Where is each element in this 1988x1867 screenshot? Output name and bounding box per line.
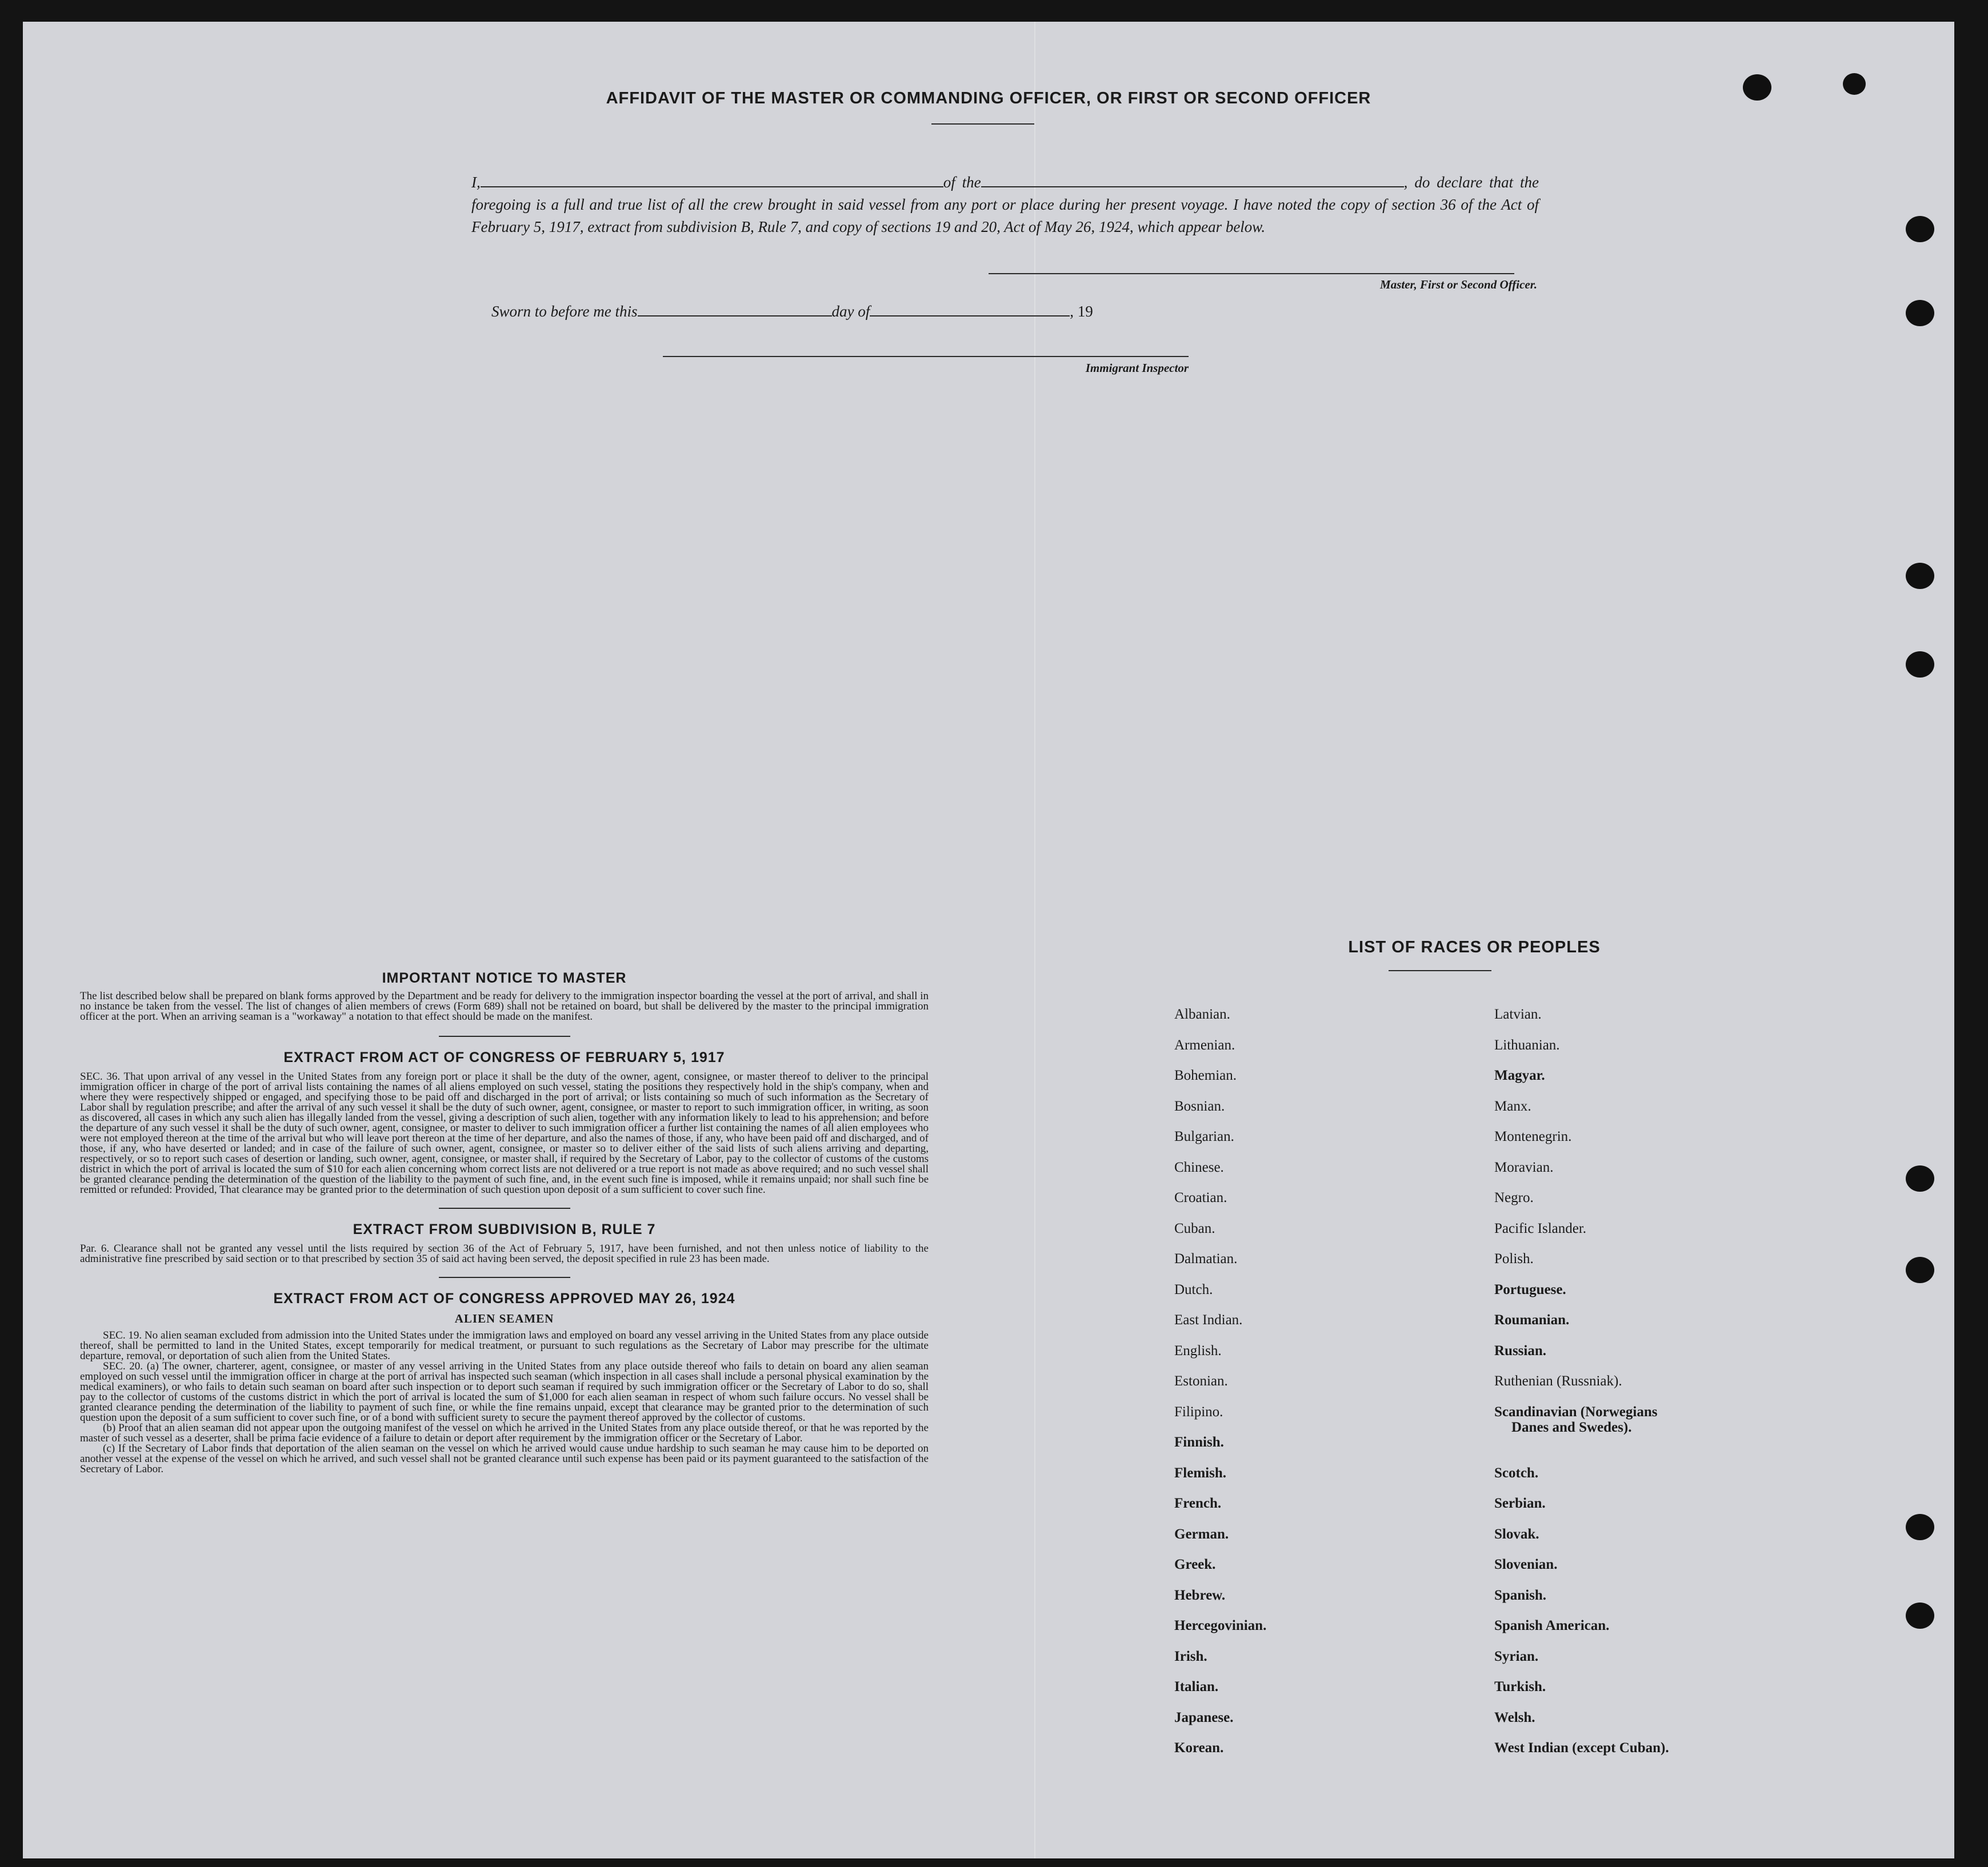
act1924-sec19: SEC. 19. No alien seaman excluded from admission into the United States under the immigration laws and employed on board any vessel arriving in the United States from any place outside thereof, shall be permitted to land in the United States, except temporarily for medical treatment, or pursuant to such regulations as the Secretary of Labor may prescribe for the ultimate departure, removal, or deportation of such alien from the United States. [80, 1329, 929, 1362]
act1917-text: SEC. 36. That upon arrival of any vessel in the United States from any foreign port or place it shall be the duty of the owner, agent, consignee, or master thereof to deliver to the principal immigration officer in charge of the port of arrival lists containing the names of all aliens employed on such vessel, stating the positions they respectively hold in the ship's company, when and where they were respectively shipped or engaged, and specifying those to be paid off and discharged in the port of arrival; or lists containing so much of such information as the Secretary of Labor shall by regulation prescribe; and after the arrival of any such vessel it shall be the duty of such owner, agent, consignee, or master to report to such immigration officer, in writing, as soon as discovered, all cases in which any such alien has illegally landed from the vessel, giving a description of such alien, together with any information likely to lead to his apprehension; and before the departure of any such vessel it shall be the duty of such owner, agent, consignee, or master to deliver to such immigration officer a further list containing the names of all alien employees who were not employed thereon at the time of the arrival but who will leave port thereon at the time of her departure, and also the names of those, if any, who have been paid off and discharged, and of those, if any, who have deserted or landed; and in case of the failure of such owner, agent, consignee, or master so to deliver either of the said lists of such aliens arriving and departing, respectively, or so to report such cases of desertion or landing, such owner, agent, consignee, or master shall, if required by the Secretary of Labor, pay to the collector of customs of the customs district in which the port of arrival is located the sum of $10 for each alien concerning whom correct lists are not delivered or a true report is not made as above required; and no such vessel shall be granted clearance pending the determination of the question of the liability to the payment of such fine, and, in the event such fine is imposed, while it remains unpaid; nor shall such fine be remitted or refunded: Provided, That clearance may be granted prior to the determination of such question upon deposit of a sum sufficient to cover such fine. [80, 1071, 929, 1196]
race-item: Dutch. [1174, 1281, 1213, 1297]
binder-hole [1906, 651, 1934, 678]
rule7-title: EXTRACT FROM SUBDIVISION B, RULE 7 [353, 1221, 656, 1237]
binder-hole [1906, 300, 1934, 326]
race-item: East Indian. [1174, 1312, 1243, 1328]
race-item: Montenegrin. [1494, 1129, 1572, 1144]
act1924-subtitle: ALIEN SEAMEN [454, 1312, 554, 1325]
race-item: Spanish. [1494, 1587, 1547, 1603]
day-blank [638, 304, 832, 316]
race-item: Armenian. [1174, 1037, 1235, 1053]
race-item: French. [1174, 1496, 1222, 1511]
sworn-line [491, 303, 1093, 320]
race-item: Estonian. [1174, 1373, 1228, 1389]
master-signature-line [989, 273, 1514, 274]
race-item: English. [1174, 1343, 1222, 1359]
act1924-sec20b: (b) Proof that an alien seaman did not appear upon the outgoing manifest of the vessel on which he arrived in the United States from any place outside thereof, or that he was reported by the master of such vessel as a deserter, shall be prima facie evidence of a failure to detain or deport after requirement by the immigration officer or the Secretary of Labor. [80, 1422, 929, 1444]
race-item: Pacific Islander. [1494, 1220, 1587, 1236]
race-item: Albanian. [1174, 1007, 1230, 1022]
binder-hole [1906, 1257, 1934, 1283]
inspector-signature-line [663, 356, 1189, 357]
race-item: Slovenian. [1494, 1557, 1558, 1572]
race-item: Scandinavian (Norwegians [1494, 1404, 1658, 1420]
race-item: Korean. [1174, 1740, 1224, 1756]
divider-2 [439, 1208, 570, 1209]
name-blank [481, 174, 943, 187]
affidavit-title: AFFIDAVIT OF THE MASTER OR COMMANDING OFFICER, OR FIRST OR SECOND OFFICER [606, 89, 1371, 107]
race-item: Bulgarian. [1174, 1129, 1234, 1144]
race-item: Slovak. [1494, 1526, 1539, 1542]
race-item: Manx. [1494, 1098, 1531, 1114]
day-of-label: day of [831, 303, 870, 320]
binder-hole [1906, 1165, 1934, 1192]
act1924-title: EXTRACT FROM ACT OF CONGRESS APPROVED MAY 26, 1924 [273, 1291, 735, 1307]
race-item: Magyar. [1494, 1068, 1545, 1083]
affidavit-of-the: of the [943, 174, 981, 191]
race-item: Japanese. [1174, 1709, 1234, 1725]
race-item: Moravian. [1494, 1159, 1554, 1175]
vessel-blank [981, 174, 1404, 187]
race-item: Negro. [1494, 1190, 1534, 1205]
race-item: Ruthenian (Russniak). [1494, 1373, 1622, 1389]
race-item: Russian. [1494, 1343, 1547, 1359]
binder-hole [1843, 73, 1866, 95]
race-item: Hebrew. [1174, 1587, 1226, 1603]
race-item: Turkish. [1494, 1679, 1546, 1694]
affidavit-body: that the foregoing is a full and true list of all the crew brought in said vessel from any port or place during her present voyage. I have noted the copy of section 36 of the Act of February 5, 1917, extract from subdivision B, Rule 7, and copy of sections 19 and 20, Act of May 26, 1924, which appear below. [471, 174, 1539, 235]
race-item: Lithuanian. [1494, 1037, 1560, 1053]
binder-hole [1906, 1514, 1934, 1540]
race-item: Scotch. [1494, 1465, 1539, 1481]
sworn-label: Sworn to before me this [491, 303, 638, 320]
divider-1 [439, 1036, 570, 1037]
race-item: Cuban. [1174, 1220, 1215, 1236]
binder-hole [1906, 563, 1934, 589]
act1924-sec20c: (c) If the Secretary of Labor finds that deportation of the alien seaman on the vessel on which he arrived would cause undue hardship to such seaman he may cause him to be deported on another vessel at the expense of the vessel on which he arrived, and such vessel shall not be granted clearance until such expense has been paid or its payment guaranteed to the satisfaction of the Secretary of Labor. [80, 1443, 929, 1475]
race-item: Roumanian. [1494, 1312, 1570, 1328]
race-item: Polish. [1494, 1251, 1534, 1267]
race-item: Irish. [1174, 1648, 1207, 1664]
affidavit-i: I, [471, 174, 481, 191]
month-blank [870, 304, 1070, 316]
race-item: Bosnian. [1174, 1098, 1225, 1114]
race-item: Croatian. [1174, 1190, 1227, 1205]
race-item: Flemish. [1174, 1465, 1226, 1481]
master-signature-label: Master, First or Second Officer. [1380, 278, 1537, 291]
page-fold [1034, 22, 1035, 1858]
affidavit-paragraph [471, 171, 1539, 238]
race-item: Chinese. [1174, 1159, 1224, 1175]
race-item: Spanish American. [1494, 1618, 1610, 1633]
races-title: LIST OF RACES OR PEOPLES [1348, 938, 1601, 956]
affidavit-declare: , do declare [1403, 174, 1483, 191]
race-item: Portuguese. [1494, 1281, 1566, 1297]
binder-hole [1906, 1602, 1934, 1629]
binder-hole [1906, 216, 1934, 242]
act1924-sec20a: SEC. 20. (a) The owner, charterer, agent, consignee, or master of any vessel arriving in the United States from any place outside thereof who fails to detain on board any alien seaman employed on such vessel until the immigration officer in charge at the port of arrival has inspected such seaman (which inspection in all cases shall include a personal physical examination by the medical examiners), or who fails to detain such seaman on board after such inspection or to deport such seaman if required by such immigration officer or the Secretary of Labor to do so, shall pay to the collector of customs of the customs district in which the port of arrival is located the sum of $1,000 for each alien seaman in respect of whom such failure occurs. No vessel shall be granted clearance pending the determination of the liability to payment of such fine, or while the fine remains unpaid, except that clearance may be granted prior to the determination of such question upon the deposit of a sum sufficient to cover such fine, or of a bond with sufficient surety to secure the payment thereof approved by the collector of customs. [80, 1360, 929, 1424]
legal-column [80, 970, 929, 1475]
binder-hole [1743, 74, 1771, 101]
act1917-title: EXTRACT FROM ACT OF CONGRESS OF FEBRUARY 5, 1917 [283, 1049, 725, 1065]
document-page [23, 22, 1954, 1858]
races-title-rule [1389, 970, 1491, 971]
race-item: West Indian (except Cuban). [1494, 1740, 1669, 1756]
race-item: Welsh. [1494, 1709, 1535, 1725]
notice-text: The list described below shall be prepared on blank forms approved by the Department and be ready for delivery to the immigration inspector boarding the vessel at the port of arrival, and shall in no instance be taken from the vessel. The list of changes of alien members of crews (Form 689) shall not be retained on board, but shall be delivered by the master to the principal immigration officer at the port. When an arriving seaman is a "workaway" a notation to that effect should be made on the manifest. [80, 990, 929, 1023]
race-item: German. [1174, 1526, 1229, 1542]
divider-3 [439, 1277, 570, 1278]
inspector-label: Immigrant Inspector [1085, 361, 1189, 375]
rule7-text: Par. 6. Clearance shall not be granted any vessel until the lists required by section 36 of the Act of February 5, 1917, have been furnished, and not then unless notice of liability to the administrative fine prescribed by said section or to that prescribed by section 35 of said act having been served, the deposit specified in rule 23 has been made. [80, 1243, 929, 1265]
race-item: Filipino. [1174, 1404, 1223, 1420]
race-item: Hercegovinian. [1174, 1618, 1267, 1633]
race-item: Finnish. [1174, 1435, 1224, 1450]
title-rule [931, 123, 1034, 125]
race-item-continuation: Danes and Swedes). [1511, 1419, 1632, 1435]
race-item: Greek. [1174, 1557, 1216, 1572]
race-item: Serbian. [1494, 1496, 1546, 1511]
year-prefix: , 19 [1070, 303, 1093, 320]
race-item: Italian. [1174, 1679, 1219, 1694]
race-item: Latvian. [1494, 1007, 1542, 1022]
notice-title: IMPORTANT NOTICE TO MASTER [382, 970, 627, 986]
race-item: Dalmatian. [1174, 1251, 1238, 1267]
race-item: Bohemian. [1174, 1068, 1237, 1083]
race-item: Syrian. [1494, 1648, 1539, 1664]
